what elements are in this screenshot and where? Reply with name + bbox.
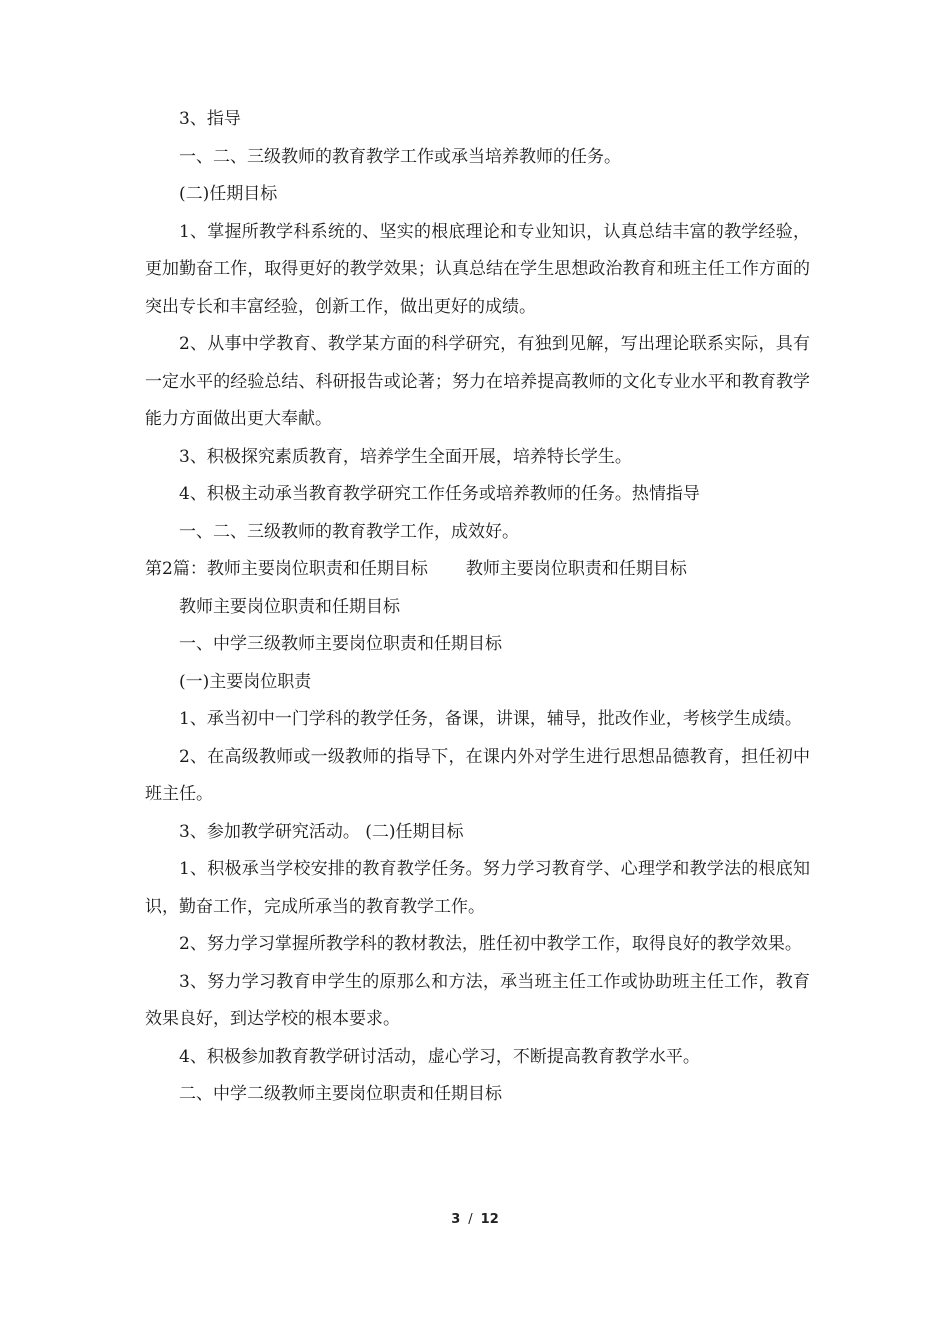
paragraph: 3、指导 [179,109,241,129]
page-separator: / [468,1212,473,1227]
paragraph: 3、积极探究素质教育，培养学生全面开展，培养特长学生。 [179,446,632,467]
paragraph: 2、在高级教师或一级教师的指导下，在课内外对学生进行思想品德教育，担任初中班主任。 [145,746,810,804]
section-heading: 一、中学三级教师主要岗位职责和任期目标 [179,634,502,654]
paragraph: 3、努力学习教育申学生的原那么和方法，承当班主任工作或协助班主任工作，教育效果良好，到达学校的根本要求。 [145,971,810,1029]
paragraph: 1、掌握所教学科系统的、坚实的根底理论和专业知识，认真总结丰富的教学经验，更加勤奋工作，取得更好的教学效果；认真总结在学生思想政治教育和班主任工作方面的突出专长和丰富经验，创新工作，做出更好的成绩。 [145,221,810,317]
chapter-heading [145,551,810,589]
subsection-heading: (一)主要岗位职责 [179,671,312,692]
paragraph: 2、从事中学教育、教学某方面的科学研究，有独到见解，写出理论联系实际，具有一定水平的经验总结、科研报告或论著；努力在培养提高教师的文化专业水平和教育教学能力方面做出更大奉献。 [145,334,810,429]
paragraph: 4、积极参加教育教学研讨活动，虚心学习，不断提高教育教学水平。 [179,1046,700,1067]
page-number [0,1212,950,1227]
paragraph: 一、二、三级教师的教育教学工作，成效好。 [179,521,519,542]
section-heading: (二)任期目标 [179,184,278,204]
document-body [145,101,810,1114]
current-page: 3 [451,1212,461,1227]
total-pages: 12 [480,1212,499,1227]
chapter-title: 教师主要岗位职责和任期目标 [179,596,400,617]
paragraph: 2、努力学习掌握所教学科的教材教法，胜任初中教学工作，取得良好的教学效果。 [179,934,802,954]
paragraph: 4、积极主动承当教育教学研究工作任务或培养教师的任务。热情指导 [179,484,700,504]
paragraph: 1、积极承当学校安排的教育教学任务。努力学习教育学、心理学和教学法的根底知识，勤奋工作，完成所承当的教育教学工作。 [145,859,810,917]
chapter-heading-right: 教师主要岗位职责和任期目标 [465,559,687,579]
paragraph: 1、承当初中一门学科的教学任务，备课，讲课，辅导，批改作业，考核学生成绩。 [179,709,802,729]
chapter-heading-left: 第2篇：教师主要岗位职责和任期目标 [145,559,428,579]
section-heading: 二、中学二级教师主要岗位职责和任期目标 [179,1084,502,1104]
paragraph: 3、参加教学研究活动。 (二)任期目标 [179,821,464,842]
paragraph: 一、二、三级教师的教育教学工作或承当培养教师的任务。 [179,146,621,167]
